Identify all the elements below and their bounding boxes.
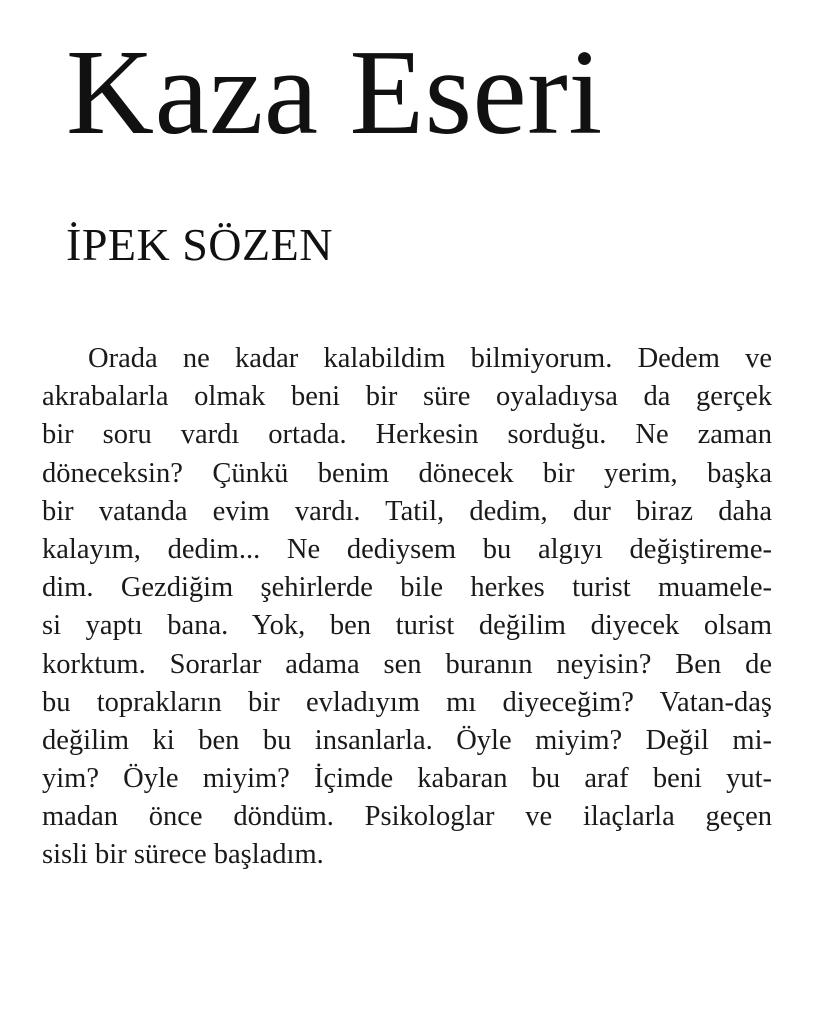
- text-line: değilim ki ben bu insanlarla. Öyle miyim? Değil mi-: [42, 724, 772, 756]
- text-line: kalayım, dedim... Ne dediysem bu algıyı değiştireme-: [42, 533, 772, 565]
- text-line: bu toprakların bir evladıyım mı diyeceğim? Vatan-daş: [42, 686, 772, 718]
- body-paragraph: [42, 340, 772, 875]
- text-line: akrabalarla olmak beni bir süre oyaladıysa da gerçek: [42, 381, 772, 413]
- text-line: döneceksin? Çünkü benim dönecek bir yerim, başka: [42, 457, 772, 489]
- text-line: bir soru vardı ortada. Herkesin sorduğu. Ne zaman: [42, 419, 772, 451]
- text-line: si yaptı bana. Yok, ben turist değilim diyecek olsam: [42, 610, 772, 642]
- text-line: dim. Gezdiğim şehirlerde bile herkes turist muamele-: [42, 572, 772, 604]
- text-line: bir vatanda evim vardı. Tatil, dedim, dur biraz daha: [42, 495, 772, 527]
- author-name: İPEK SÖZEN: [66, 219, 333, 270]
- text-line: korktum. Sorarlar adama sen buranın neyisin? Ben de: [42, 648, 772, 680]
- book-title: Kaza Eseri: [66, 25, 603, 160]
- text-line: Orada ne kadar kalabildim bilmiyorum. Dedem ve: [88, 343, 772, 374]
- text-line: sisli bir sürece başladım.: [42, 839, 324, 871]
- text-line: yim? Öyle miyim? İçimde kabaran bu araf beni yut-: [42, 763, 772, 795]
- text-line: madan önce döndüm. Psikologlar ve ilaçlarla geçen: [42, 801, 772, 833]
